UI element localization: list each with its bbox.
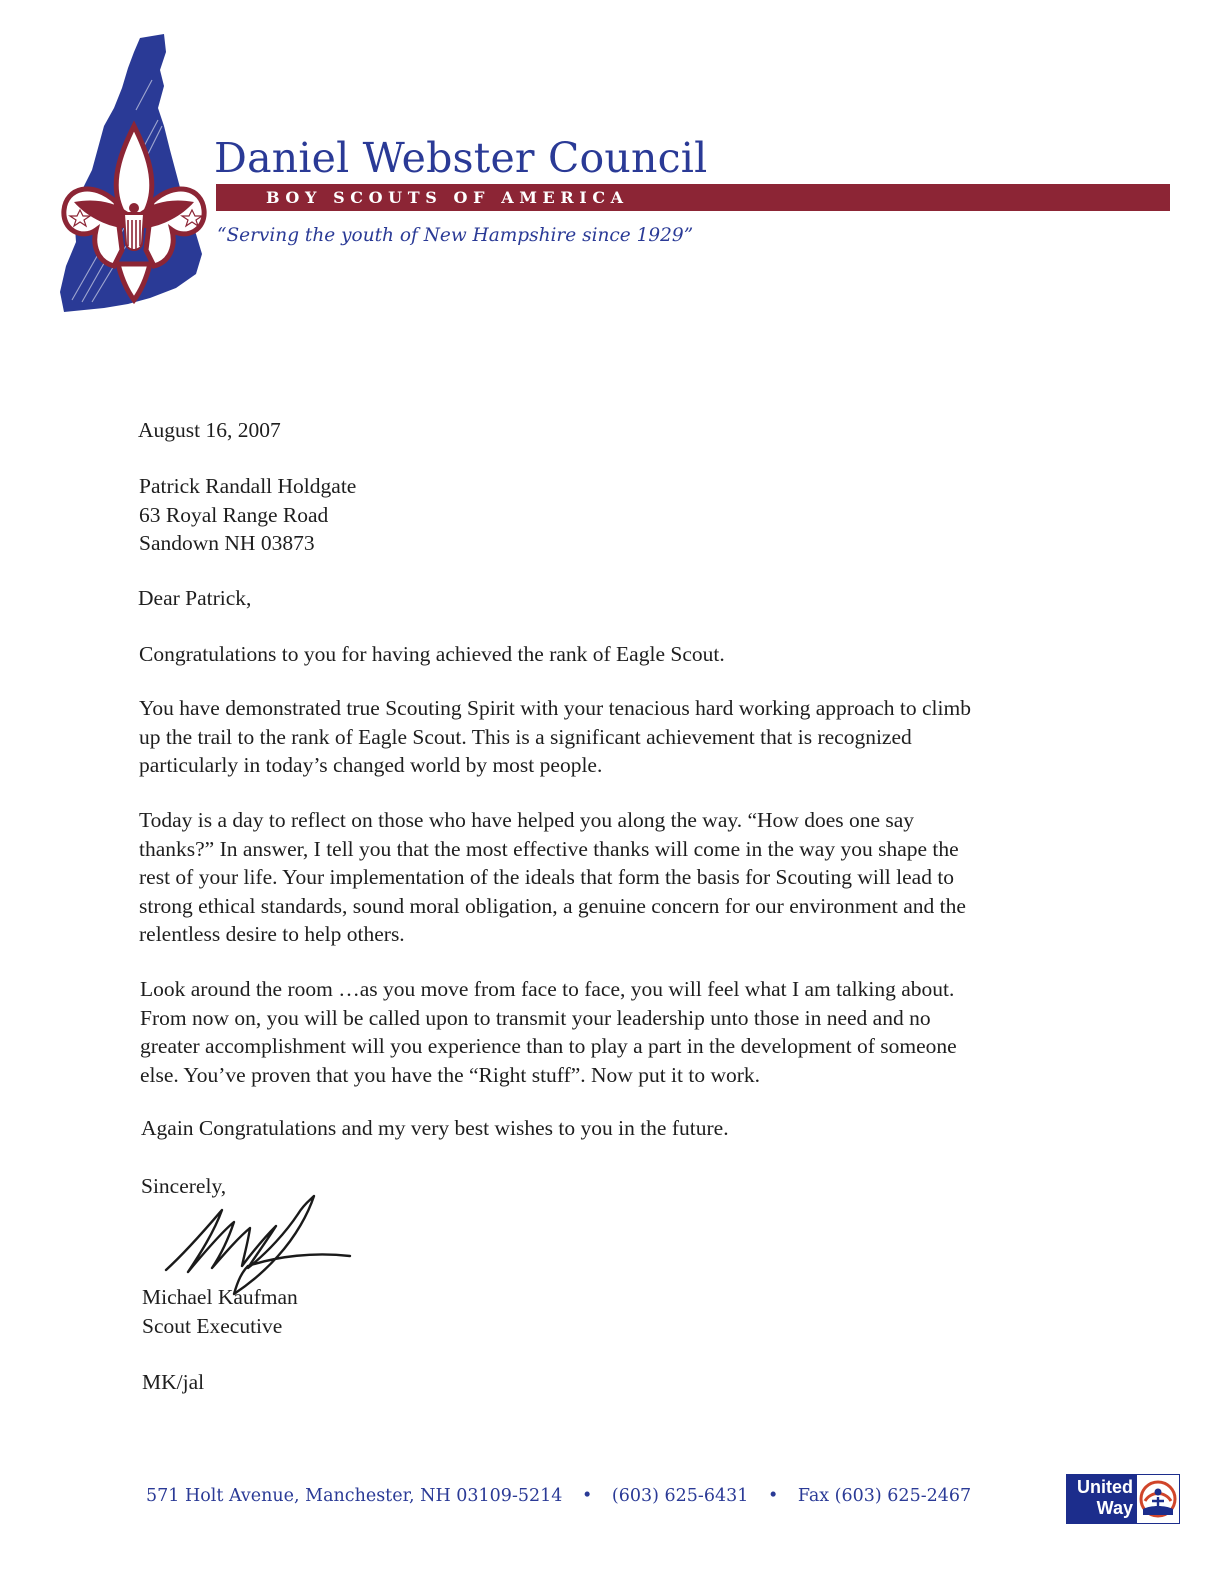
body-paragraph-5 (141, 1114, 729, 1143)
council-logo-icon (52, 30, 222, 315)
body-paragraph-4 (140, 975, 957, 1089)
paragraph-line: You have demonstrated true Scouting Spirit with your tenacious hard working approach to climb (139, 696, 971, 720)
paragraph-line: up the trail to the rank of Eagle Scout. This is a significant achievement that is recognized (139, 724, 912, 749)
paragraph-line: relentless desire to help others. (139, 922, 405, 946)
signer-title: Scout Executive (142, 1313, 283, 1338)
paragraph-line: particularly in today’s changed world by most people. (139, 753, 603, 777)
signer-block (142, 1283, 298, 1340)
footer-separator: • (767, 1486, 779, 1506)
footer-separator: • (581, 1486, 593, 1506)
recipient-street: 63 Royal Range Road (139, 502, 329, 527)
body-paragraph-3 (139, 806, 966, 949)
paragraph-line: rest of your life. Your implementation of the ideals that form the basis for Scouting will lead to (139, 865, 955, 889)
paragraph-line: From now on, you will be called upon to transmit your leadership unto those in need and no (140, 1005, 931, 1030)
signature-icon (158, 1180, 358, 1300)
footer-fax: Fax (603) 625-2467 (797, 1486, 972, 1506)
paragraph-line: strong ethical standards, sound moral obligation, a genuine concern for our environment and the (139, 893, 966, 918)
signer-name: Michael Kaufman (142, 1285, 298, 1309)
body-paragraph-2 (139, 694, 971, 780)
closing: Sincerely, (141, 1174, 227, 1198)
salutation: Dear Patrick, (138, 586, 252, 610)
recipient-address (139, 472, 356, 558)
body-paragraph-1 (139, 640, 725, 669)
bsa-banner (216, 184, 1170, 211)
united-way-logo (1066, 1474, 1180, 1524)
council-tagline: “Serving the youth of New Hampshire since 1929” (217, 225, 694, 246)
paragraph-line: Today is a day to reflect on those who have helped you along the way. “How does one say (139, 808, 915, 832)
recipient-name: Patrick Randall Holdgate (139, 474, 357, 498)
united-way-wordmark (1071, 1477, 1133, 1519)
united-way-word: Way (1096, 1498, 1133, 1518)
paragraph-line: Congratulations to you for having achieved the rank of Eagle Scout. (139, 642, 725, 666)
paragraph-line: Look around the room …as you move from face to face, you will feel what I am talking about. (140, 977, 955, 1001)
united-way-emblem-icon (1137, 1475, 1179, 1523)
paragraph-line: greater accomplishment will you experience than to play a part in the development of someone (140, 1034, 957, 1058)
united-way-word: United (1077, 1477, 1133, 1497)
footer-phone: (603) 625-6431 (611, 1486, 749, 1506)
letter-date: August 16, 2007 (138, 418, 281, 442)
paragraph-line: thanks?” In answer, I tell you that the most effective thanks will come in the way you shape the (139, 836, 959, 861)
paragraph-line: Again Congratulations and my very best wishes to you in the future. (141, 1116, 729, 1140)
bsa-banner-text: BOY SCOUTS OF AMERICA (266, 188, 629, 207)
reference-initials: MK/jal (142, 1370, 205, 1394)
recipient-city: Sandown NH 03873 (139, 531, 315, 555)
footer-address: 571 Holt Avenue, Manchester, NH 03109-5214 (146, 1486, 563, 1506)
footer-contact (146, 1486, 971, 1506)
organization-name: Daniel Webster Council (214, 134, 708, 182)
paragraph-line: else. You’ve proven that you have the “Right stuff”. Now put it to work. (140, 1062, 761, 1087)
